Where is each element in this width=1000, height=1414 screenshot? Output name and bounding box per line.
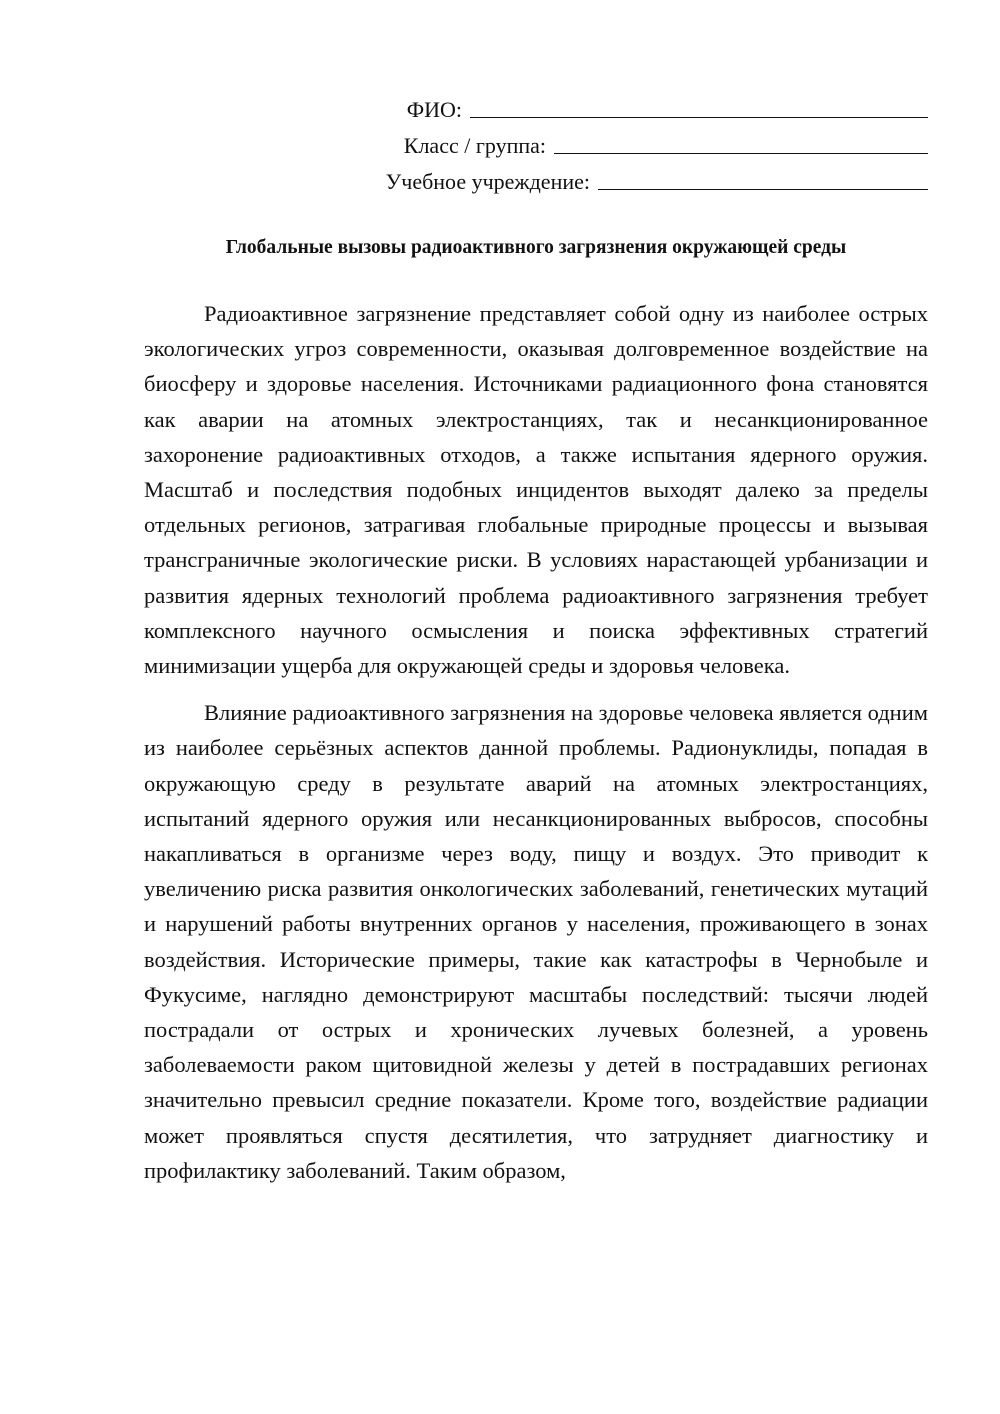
school-field-row: [0, 160, 928, 196]
class-field-row: [0, 124, 928, 160]
document-body: [144, 296, 928, 1188]
paragraph-1: Радиоактивное загрязнение представляет собой одну из наиболее острых экологических угроз современности, оказывая долговременное воздействие на биосферу и здоровье населения. Источниками радиационного фона становятся как аварии на атомных электростанциях, так и несанкционированное захоронение радиоактивных отходов, а также испытания ядерного оружия. Масштаб и последствия подобных инцидентов выходят далеко за пределы отдельных регионов, затрагивая глобальные природные процессы и вызывая трансграничные экологические риски. В условиях нарастающей урбанизации и развития ядерных технологий проблема радиоактивного загрязнения требует комплексного научного осмысления и поиска эффективных стратегий минимизации ущерба для окружающей среды и здоровья человека.: [144, 301, 928, 679]
class-label: Класс / группа:: [403, 133, 546, 158]
paragraph-2: Влияние радиоактивного загрязнения на здоровье человека является одним из наиболее серьёзных аспектов данной проблемы. Радионуклиды, попадая в окружающую среду в результате аварий на атомных электростанциях, испытаний ядерного оружия или несанкционированных выбросов, способны накапливаться в организме через воду, пищу и воздух. Это приводит к увеличению риска развития онкологических заболеваний, генетических мутаций и нарушений работы внутренних органов у населения, проживающего в зонах воздействия. Исторические примеры, такие как катастрофы в Чернобыле и Фукусиме, наглядно демонстрируют масштабы последствий: тысячи людей пострадали от острых и хронических лучевых болезней, а уровень заболеваемости раком щитовидной железы у детей в пострадавших регионах значительно превысил средние показатели. Кроме того, воздействие радиации может проявляться спустя десятилетия, что затрудняет диагностику и профилактику заболеваний. Таким образом,: [144, 700, 928, 1183]
student-info-fields: [0, 88, 928, 196]
fio-field-row: [0, 88, 928, 124]
fio-blank-line[interactable]: [470, 117, 928, 118]
school-label: Учебное учреждение:: [385, 169, 590, 194]
document-title: Глобальные вызовы радиоактивного загрязнения окружающей среды: [225, 237, 847, 258]
fio-label: ФИО:: [406, 97, 462, 122]
school-blank-line[interactable]: [598, 189, 928, 190]
class-blank-line[interactable]: [554, 153, 928, 154]
